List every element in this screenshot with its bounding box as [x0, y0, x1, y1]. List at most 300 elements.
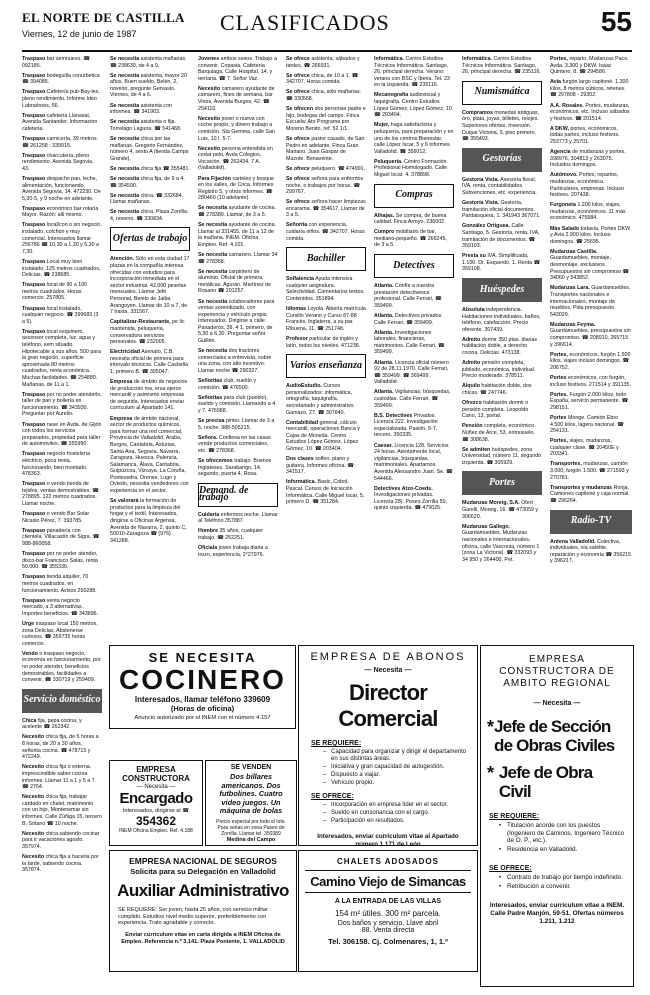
classified-ad-text: haga satisfactoria y peluquería, para preparación y en uno de los centros Bienestar, calle López Iscar, 5 y 6 informes. Valladolid. ☎ 356012.: [374, 122, 454, 155]
page-number: 55: [600, 6, 632, 37]
classified-ad: [286, 89, 366, 102]
classified-ad-lead: Se necesita: [110, 209, 140, 216]
bullet-icon: •: [499, 822, 502, 829]
classified-ad-text: despacho pan, leche, alimentación, funcionando. Avenida Segovia, 14. 472230. De 5,30-5, y 9 noche en adelante.: [22, 175, 101, 202]
classified-ad-text: habitación dormir o pensión completa. Leopoldo Cano, 13, portal.: [462, 400, 529, 420]
ad-encargado-company: EMPRESA CONSTRUCTORA: [122, 765, 190, 783]
classified-ad-lead: Mudanzas Feyma.: [550, 321, 596, 328]
classified-ad-text: dos personas padre e hijo, bodegas del campo. Finca Escuela: Ato Programa por Moreno Benito, ref. 52 1/1.: [286, 106, 366, 132]
classified-ad: [550, 392, 632, 412]
ad-list-item: [323, 764, 469, 771]
ad-director-footer: Interesados, enviar currículum vitae al Apartado número 1.171 de León: [317, 833, 459, 848]
classified-ad-text: general, cálculo mercantil, operaciones Banca y Cajas de Moneda. Centro Estudios López Gómez, López Gómez, 10. ☎ 203404.: [286, 419, 360, 453]
bullet-icon: –: [323, 802, 327, 808]
classified-ad: [286, 456, 366, 476]
classified-ad: [198, 512, 278, 525]
classified-ad: [550, 438, 632, 458]
classified-ad-lead: Transportes,: [550, 461, 582, 468]
classified-ad-text: todavía. Portes DKW y Avia 2.900 kilos. Incluso domingos. ☎ 25695.: [550, 225, 631, 245]
classified-ad: [286, 222, 366, 242]
classified-ad-lead: Atlanta.: [374, 359, 394, 366]
classified-ad: [22, 73, 102, 86]
classified-ad-lead: Alhajas.: [374, 212, 395, 219]
classified-ad-lead: Urge: [22, 620, 35, 627]
ad-director-company: EMPRESA DE ABONOS: [310, 651, 466, 663]
classified-ad: [198, 418, 278, 431]
classified-ad: [22, 621, 102, 647]
column-4: [286, 56, 366, 639]
column-2: [110, 56, 190, 639]
section-heading: Ofertas de trabajo: [110, 227, 190, 251]
classified-ad-lead: Traspaso: [22, 222, 46, 229]
bullet-icon: –: [323, 764, 327, 770]
bullet-icon: –: [323, 780, 327, 786]
classified-ad-lead: Idiomas: [286, 306, 307, 313]
classified-ad-text: de ámbito nacional, sector de productos químicos, para formar una red comercial, Provincia de Valladolid, Araba, Burgos, Cantabria, Asturias, Santa Ana, Segovia, Navarra, Zaragoza, Huesca, Palencia, Salamanca, Álava, Cantabria, Guipúzcoa, Vizcaya, La Coruña, Pontevedra, Orense, Lugo y Oviedo, necesita vendedores con experiencia en el sector.: [110, 415, 189, 495]
bullet-icon: –: [323, 772, 327, 778]
classified-ad-lead: Necesito: [22, 794, 45, 801]
classified-ad: [198, 205, 278, 218]
classified-ad: [374, 313, 454, 326]
classified-ad: [286, 166, 366, 173]
classified-ad: [462, 524, 542, 564]
classified-ad-lead: Solfalencia: [286, 276, 314, 283]
classified-ad-lead: Compramos: [462, 109, 493, 116]
ad-seguros-requirements: SE REQUIERE: Ser joven, hasta 25 años, con servicio militar cumplido. Estudios nivel medio superior, preferiblemente con experiencia. Trato agradable y correcto.: [118, 907, 268, 927]
ad-seguros-headline: Auxiliar Administrativo: [117, 881, 289, 900]
classified-ad-text: ambos sexos. Trabajo a convenir. Copasia, Cafetería Barquiaga, Calle Hospital, 14, y terriana. ☎ 7. Señor Vaz.: [198, 56, 277, 82]
ad-obras-needs: — Necesita —: [533, 700, 581, 707]
classified-ad-text: chica fija, de 5 horas a 8 horas, de 20 a 30 años, señorita cocina. ☎ 478715 y 472249.: [22, 734, 99, 761]
ad-list-item-text: Residencia en Valladolid.: [507, 845, 578, 853]
classified-ad-lead: Vendo: [22, 650, 38, 657]
classified-ad-text: bar semnuevo. ☎ 092185.: [22, 56, 90, 69]
ad-list-item-text: Sueldo en consonancia con el cargo.: [331, 810, 430, 816]
classified-ad-text: Monge. Camión Ebro 4.500 kilos, lagera nacional. ☎ 254131.: [550, 414, 624, 435]
classified-ad-lead: Detectives Atzo-Coeds.: [374, 485, 433, 492]
classified-ad: [462, 200, 542, 220]
classified-ad-text: pastor casado, de San Pedro en adelante, Finca Gran Mariano. Juan Gaspar de Mazote. Benavente.: [286, 135, 365, 162]
classified-ad-text: completa, económico. Núñez de Arce, 53, entresuelo. ☎ 308638.: [462, 423, 536, 443]
ad-director-offer-label: SE OFRECE:: [311, 793, 354, 800]
classified-ad-lead: Atlanta.: [374, 329, 394, 336]
classified-ad-text: pintor. Llamar de 3 a 5, noche. 988-505215.: [198, 418, 275, 431]
ad-list-item-text: Iniciativa y gran capacidad de autogestión.: [331, 764, 445, 770]
ad-obras-civiles: [480, 645, 634, 987]
classified-ad-text: económicos, furgón 1.500 kilos, viajes incluso domingos. ☎ 206752.: [550, 351, 631, 371]
classified-ad-text: club, sueldo y comisión. ☎ 476500.: [198, 378, 257, 391]
bullet-icon: •: [499, 845, 502, 853]
classified-ad-lead: Se precisa: [198, 418, 225, 424]
section-title: CLASIFICADOS: [220, 10, 390, 35]
classified-ad-lead: Antena Valladolid.: [550, 538, 596, 545]
ad-chalets-kicker: CHALETS ADOSADOS: [337, 857, 439, 866]
classified-ad-text: Local muy bien instalado, 125 metros cuadrados, Delicias. ☎ 238685.: [22, 258, 101, 279]
classified-ad-text: dos tractores comerciales a entrevista, sobre una zona, con alto incentivo. Llamar noche ☎ 290327.: [198, 348, 272, 374]
classified-ad: [550, 202, 632, 222]
classified-ad-lead: Se ofrece: [286, 165, 310, 172]
classified-ad: [22, 854, 102, 874]
classified-ad-lead: AudioEstudio.: [286, 383, 322, 390]
classified-ad-text: chica, de 10 a 1. ☎ 342707. Horas comida.: [286, 72, 359, 86]
classified-ad-text: Asenato, C.B. necesita oficial de primera para intervalo técnicos. Calle Casbella 1, primero B. ☎ 305047.: [110, 349, 189, 375]
classified-ad-lead: Mudanzas Gallego.: [462, 523, 510, 530]
classified-ad-text: local esquinero, ascensor completa, luz, agua y teléfono, sem situado. Hipotecable a sus años. 500 para la gran negocio, superficie aproximada 80 metros cuadrados, renta económica. Muchas facilidades. ☎ 254880. Mañanas, de 11 a 1.: [22, 328, 101, 388]
ad-chalets-line6: Tel. 306158. Cj. Colmenares, 1, 1.º: [328, 937, 448, 946]
classified-ad-text: Asesoría fiscal, IVA, renta, contabilidades. Subvenciones, etc. experiencia.: [462, 176, 537, 196]
classified-ad: [550, 322, 632, 348]
classified-ad: [22, 136, 102, 149]
ad-obras-offer-label: SE OFRECE:: [489, 865, 532, 872]
section-heading: Varios enseñanza: [286, 354, 366, 378]
classified-ad-text: señora hacer limpiezas encarama. ☎ 354617. Llamar de 3 a 5.: [286, 199, 366, 219]
ad-director-needs: — Necesita —: [364, 667, 412, 674]
classified-ad-text: ayudante de cocina. ☎ 278389. Llamar, de 3 a 5.: [198, 205, 277, 218]
classified-ad: [374, 283, 454, 309]
classified-ad-text: bodeguilla conurbetica ☎ 394085.: [22, 72, 100, 86]
classified-ad-text: carpintero de aluminio. Oficial de primera, metálicas. Agurán. Martínez de Rosario ☎ 201257.: [198, 268, 272, 295]
classified-ad-lead: Peluquería.: [374, 158, 403, 165]
classified-ad: [110, 136, 190, 162]
classified-ad: [286, 306, 366, 332]
classified-ad-lead: Agencia: [550, 149, 571, 156]
classified-ad-text: panadería con clientela. Villacastín de Sigra. ☎ 988-860058.: [22, 527, 100, 547]
classified-ad-lead: Se valorará: [110, 498, 139, 505]
section-heading: Demand. de trabajo: [198, 483, 278, 507]
classified-ad-lead: Informática.: [374, 56, 405, 62]
ad-cocinero: [109, 645, 296, 729]
classified-ad-text: o vendo tienda de tejidos, ventas demostrables. ☎ 278895. 122 metros cuadrados. Llamar noche.: [22, 481, 99, 508]
ad-list-item: [499, 822, 627, 845]
classified-ad-lead: Necesito: [22, 734, 45, 741]
classified-ad-lead: Compro: [374, 229, 395, 236]
classified-ad-text: Ayuda intensiva cualquier asignatura. Selectividad. Comentarios textos. Contenidos. 351894.: [286, 276, 365, 303]
classified-ad-text: Investigaciones laborales, financieras, matrimonios. Calle Ferrari, ☎ 359499.: [374, 329, 445, 356]
ad-director-offers: [299, 802, 477, 825]
classified-ad-text: local/con o sin negocio, instalado, colchón y muy comercial. Interesados llamar 256786 ☎ 10,30 a 1,30 y 5,30 a 7,30.: [22, 222, 102, 255]
classified-ad: [22, 734, 102, 760]
classified-ad-lead: Traspaso: [22, 72, 46, 79]
ad-seguros-footer: Enviar currículum vitae en carta dirigida a INEM Oficina de Empleo. Referencia n.º 3.141. Plaza Poniente, 1. VALLADOLID: [121, 931, 285, 945]
asterisk-icon: *: [487, 717, 495, 737]
classified-ad-text: camarero ayudante de camarero, fines de semana, bar Vinos, Avenida Burgos, 42. ☎ 254110.: [198, 85, 275, 112]
classified-ad: [286, 73, 366, 86]
classified-ad: [22, 206, 102, 219]
ad-chalets-headline: Camino Viejo de Simancas: [305, 870, 471, 893]
ad-obras-headline-1: * Jefe de Sección de Obras Civiles: [487, 717, 615, 755]
classified-ad: [22, 222, 102, 255]
classified-ad-lead: Gestoría Vista.: [462, 176, 499, 183]
ad-list-item-text: Capacidad para organizar y dirigir el departamento en sus distintas áreas.: [331, 749, 467, 762]
bullet-icon: •: [499, 882, 502, 890]
classified-ad-lead: Señoritas: [198, 378, 223, 385]
classified-ad-text: negocio hostelería eléctrico, poca renta, funcionando, bien montado. 478363.: [22, 451, 91, 478]
ad-cocinero-headline: COCINERO: [119, 664, 286, 695]
ad-billares-line2: Precio especial por todo el lote.: [216, 818, 286, 825]
classified-ad-text: de mudanzas y portes. 398976, 304813 y 263075. Incluidos domingos.: [550, 149, 626, 169]
classified-ad-text: 1.200 kilos, viajes, mudanzas, económicos. 11 más económico. 475984.: [550, 202, 626, 222]
classified-ad-text: fija, pepa cocina, y acelente ☎ 262342.: [22, 717, 82, 731]
page-header: [22, 8, 632, 52]
classified-ad: [550, 56, 632, 76]
classified-ad: [550, 539, 632, 565]
classified-ad: [198, 528, 278, 541]
classified-ad-lead: Traspaso: [22, 258, 46, 265]
ad-list-item: [323, 772, 469, 779]
classified-ad-lead: Oficiala: [198, 545, 218, 552]
section-heading: Gestorías: [462, 148, 542, 172]
classified-ad-text: dormir 350 ptas. diarias habitación doble, a derecho cocina. Delicias. 473138.: [462, 336, 538, 357]
classified-ad-lead: Se necesita: [198, 348, 228, 355]
column-7: [550, 56, 632, 639]
classified-ad-lead: Se ofrece: [286, 135, 310, 142]
asterisk-icon: *: [487, 763, 495, 783]
classified-ad-text: enfermos noche. Llamar al Teléfono 357887.: [198, 511, 278, 525]
classified-ad-lead: Chica: [22, 717, 37, 724]
classified-ad-lead: Se admiten: [462, 446, 491, 453]
ad-list-item: [323, 818, 469, 825]
classified-ad-text: independencia. Habitaciones individuales, baños, teléfono, calefacción. Precio oferente. 307439.: [462, 306, 541, 333]
classified-ad-text: carteles y bosque en los valles, de Coca. Informes Registro 5, y otros informes. ☎ 280460 (10 adelante).: [198, 175, 274, 202]
bullet-icon: –: [323, 810, 327, 816]
classified-ad-lead: Se ofrece: [286, 199, 310, 206]
ad-obras-req-label: SE REQUIERE:: [489, 813, 540, 820]
classified-ad-lead: Traspaso: [22, 152, 46, 159]
classified-ad-text: Ronja, Camiones capitoné y caja normal. ☎ 296264.: [550, 484, 630, 504]
classified-ad: [374, 413, 454, 439]
classified-ad-text: Confíe a nuestra prestación detectivesca profesional. Calle Ferrari, ☎ 359499.: [374, 283, 442, 309]
classified-ad-text: asistenta mañanas. ☎ 238630, de 4 a 9.: [110, 56, 187, 69]
classified-ad: [110, 166, 190, 173]
classified-ad-lead: Alquilo: [462, 383, 480, 390]
classified-ad-lead: Se necesita: [110, 102, 140, 109]
classified-ad-text: asistenta, sábados y tardes. ☎ 266931.: [286, 56, 360, 69]
classified-ad: [22, 511, 102, 524]
classified-ad: [462, 400, 542, 420]
classified-ad-lead: Atlanta.: [374, 283, 394, 290]
classified-ad: [110, 256, 190, 315]
classified-ad: [198, 222, 278, 248]
classified-ad: [550, 126, 632, 146]
ad-list-item-text: Contrato de trabajo por tiempo indefinido.: [507, 874, 623, 881]
classified-ad: [462, 423, 542, 443]
classified-ad-lead: Profesor: [286, 336, 308, 342]
bullet-icon: •: [499, 874, 502, 881]
classified-ad-lead: Admito: [462, 360, 481, 367]
classified-ad-lead: Se necesita: [110, 119, 140, 126]
classified-ad-text: chica. Plaza Zorrilla, 4, noveno. ☎ 330834.: [110, 209, 189, 222]
classified-ad: [462, 307, 542, 333]
classified-ad-lead: Portes.: [550, 391, 568, 398]
classified-ad-lead: Portes: [550, 414, 567, 421]
ad-director-requirements: [299, 749, 477, 787]
classified-ad: [22, 528, 102, 548]
classified-ad-text: Centro Estudios Técnicos Informática. Santiago, 26, principal derecha. ☎ 235116.: [462, 56, 541, 76]
classified-ad: [22, 392, 102, 418]
classified-ad-text: peluquero. ☎ 474991.: [309, 165, 366, 172]
classified-ad-text: traspaso local 150 metros, zona Delicias. Abstenerse curiosos. ☎ 359735 horas comercio.: [22, 620, 98, 647]
classified-ad-lead: Caesar.: [374, 442, 393, 449]
classified-ad-lead: Gestoría Vista.: [462, 200, 499, 207]
classified-ad: [286, 420, 366, 453]
classified-ad: [198, 269, 278, 295]
classified-ad-lead: Señoritas: [198, 394, 223, 401]
classified-ad-lead: Traspaso: [22, 511, 46, 518]
classified-ad: [374, 443, 454, 483]
classified-ad-lead: Señorita: [286, 222, 308, 229]
classified-ad-lead: Se necesita: [198, 251, 228, 258]
classified-ad-lead: González Ortiguea.: [462, 223, 510, 230]
classified-ad: [286, 176, 366, 196]
classified-ad-text: pensión completa, jubilado, económica, individual. Precio moderado. 378511.: [462, 360, 536, 380]
ad-encargado: [109, 760, 203, 846]
classified-ad-lead: Mecanografía: [374, 92, 409, 99]
classified-ad: [550, 79, 632, 99]
ad-director-comercial: [298, 645, 478, 846]
classified-ad-text: viajes, mudanzas, cualquier clase. ☎ 20450E y 203341.: [550, 438, 619, 458]
classified-ad-text: Ofert Garelli, Moreig, 16. ☎ 473059 y 306620.: [462, 500, 539, 520]
classified-ad-text: Centro Estudios Técnicos Informática. Santiago, 26, principal derecha. Verano: verano con BSC y Iberia. Tel. 23 en la izquierda. ☎ 235116.: [374, 56, 450, 89]
classified-ad-text: Detectives privados. Calle Ferrari. ☎ 359499.: [374, 312, 443, 326]
ad-encargado-needs: — Necesita —: [136, 784, 176, 790]
classified-ad-text: tienda alquiler, 70 metros cuadrados, en funcionamiento. Avisos 250288.: [22, 574, 97, 594]
classified-ad: [550, 285, 632, 318]
classified-ad-text: 35 años, cualquier trabajo. ☎ 252251.: [198, 528, 263, 542]
ad-chalets-line4: Dos baños y servicio. Llave abril: [337, 920, 439, 927]
classified-ad: [286, 336, 366, 349]
classified-ad-text: Portes, repartos, mudanzas, económica. Particulares, empresas. Incluso festivos. 207438.: [550, 172, 624, 199]
classified-ad-text: colaboradores para ventas sorendizado, con experiencia y vehículo propio. Interesados. Dirigirse a calle Panaderos, 39, 4 1, primero, de 5,30 a 6,30. Preguntar señor Guillén.: [198, 298, 275, 345]
classified-ad-lead: Señora.: [198, 434, 218, 441]
classified-ad-lead: Se ofrecemos: [198, 457, 233, 464]
classified-ad-text: monedas antiguas, oro, plata, joyas, billetes, relojes. Superiores ofertas. Inversión. Duque Victoria, 3, piso primero. ☎ 355493.: [462, 109, 540, 143]
classified-ad: [22, 113, 102, 133]
classified-ad-text: Licencia oficial número 92 de 28.11.1970. Calle Ferrari, ☎ 359499. ☎ 369499. Valladolid.: [374, 359, 449, 386]
classified-ad-text: Investigaciones privadas. Licencia 28). Poseo Zorrilla 50, quinto izquierda. ☎ 479025.: [374, 492, 448, 512]
classified-ad-text: furgón largo capitonè. 1.300 kilos, 8 metros cúbicos, retenes. ☎ 297808 - 29302.: [550, 79, 629, 99]
bullet-icon: –: [323, 818, 327, 824]
classified-ad: [374, 389, 454, 409]
classified-ad-lead: Hombre: [198, 528, 219, 535]
ad-obras-requirements: [481, 822, 633, 853]
classified-ad-lead: Mudanzas Moreig, S.A.: [462, 500, 520, 507]
classified-ad-text: camarero. Llamar 34 ☎ 278368.: [198, 251, 278, 265]
ad-list-item: [499, 874, 627, 882]
classified-ad-lead: Se necesita: [110, 175, 140, 182]
classified-ad: [550, 149, 632, 169]
classified-ad: [198, 86, 278, 112]
classified-ad-lead: Mudanzas Castilla.: [550, 248, 598, 255]
classified-ad: [462, 360, 542, 380]
ad-list-item-text: Dispuesto a viajar.: [331, 772, 381, 778]
classified-ad: [198, 252, 278, 265]
classified-ad-text: Licencia 128. Servicios 24 horas. Atentamente local, vigilancias, búsquedas, matrimoniales. Apartamos. Avenida Alessandro Juan. Se. ☎ 544466.: [374, 442, 453, 482]
classified-ad-text: chica sabiendo cocinar para ir vacaciones agosto. 357974.: [22, 830, 100, 850]
classified-ad-lead: Portes,: [550, 351, 568, 358]
classified-ad-text: solfeo, piano y guitarra. Informes oficina. ☎ 341517.: [286, 456, 354, 476]
classified-ad: [462, 253, 542, 273]
classified-ad-lead: Portes,: [550, 438, 568, 445]
classified-ad-lead: Se necesita: [110, 72, 140, 79]
classified-ad: [462, 110, 542, 143]
classified-ad-lead: Se necesita: [110, 192, 140, 199]
classified-ad-lead: Se necesita: [110, 165, 140, 172]
classified-ad-text: Guardamuebles, presupuestos sin compromiso. ☎ 208910, 265715 y 396614.: [550, 328, 631, 348]
classified-ad-lead: Jovenes: [198, 56, 220, 62]
classified-ad: [374, 360, 454, 386]
classified-ad-lead: Traspaso: [22, 175, 46, 182]
ad-director-headline: Director Comercial: [338, 680, 438, 731]
section-heading: Detectives: [374, 254, 454, 278]
classified-ad-text: chica fija a hacerla por la tarde, sabiendo cocina. 357874.: [22, 853, 99, 874]
classified-ad-lead: Furgoneta: [550, 202, 576, 209]
classified-ad: [198, 56, 278, 82]
section-heading: Portes: [462, 471, 542, 495]
classified-ad-text: habitación doble, dos chicas. ☎ 247746.: [462, 383, 532, 396]
classified-ad-lead: Se necesita: [110, 56, 140, 62]
ad-seguros: [109, 850, 297, 972]
classified-ad-lead: Necesito: [22, 764, 45, 771]
classified-ad-lead: Traspaso: [22, 135, 46, 142]
column-3: [198, 56, 278, 639]
classified-ad-text: Cursos personalizados: informática, ortografía, taquigrafía, secretariado y administrativo. Gamazo, 27. ☎ 307840.: [286, 383, 355, 416]
classified-ad-text: chica fija o externa, imprescindible saber cocina informes. Llamar 11 a 1 y 5 a 7. ☎ 2764.: [22, 764, 97, 791]
classified-ad-text: Vigilancias, búsquedas, custodias. Calle Ferrari, ☎ 359499.: [374, 389, 451, 409]
classified-ad: [462, 500, 542, 520]
classified-ad-lead: Necesito: [198, 145, 221, 152]
classified-ad-lead: Informática.: [286, 479, 317, 486]
classified-ad: [22, 574, 102, 594]
section-heading: Radio-TV: [550, 510, 632, 534]
classified-ad: [110, 416, 190, 495]
ad-encargado-line3: Interesados, dirigirse al ☎: [122, 808, 190, 814]
classified-ad-text: Confiesa en las casas vende productos comerciales, etc. ☎ 278368.: [198, 434, 271, 454]
classified-ad-lead: Traspaso: [22, 527, 46, 534]
classified-ad-text: Privados. Licencia 222. Investigación especializada. Pasión, 5-7, tercero. 350335.: [374, 412, 438, 439]
classified-ad-text: Colectiva, individuales, vía satélite, reparación y economía ☎ 356215 y 396217.: [550, 538, 632, 565]
classified-ad-lead: Necesito: [198, 115, 221, 122]
classified-ad: [22, 831, 102, 851]
ad-encargado-phone: 354362: [135, 814, 177, 828]
ad-billares-kicker: SE VENDEN: [230, 764, 272, 771]
classified-ad-text: económicos, con furgón, incluso festivos. 271514 y 391135.: [550, 374, 631, 388]
classified-ad-lead: Ofrezco: [462, 400, 482, 407]
classified-ad-text: Basic, Cobol, Pascal. Cursos de Iniciación Informática. Calle Miguel Iscar, 5, primero D. ☎ 351284.: [286, 479, 365, 506]
classified-ad-text: Guardamuebles, montaje, desmontaje, exclusivos. Presupuestos sin compromiso ☎ 34060 y 543852.: [550, 255, 630, 282]
classified-ad-lead: Se necesita: [198, 205, 228, 212]
classified-ad-lead: Traspaso: [22, 421, 46, 428]
classified-ad-lead: Traspaso: [22, 551, 46, 558]
ad-obras-headline-2: * Jefe de Obra Civil: [487, 763, 593, 801]
classified-ad: [22, 329, 102, 388]
classified-ad: [462, 56, 542, 76]
newspaper-name: EL NORTE DE CASTILLA: [22, 10, 185, 25]
classified-ad: [110, 498, 190, 544]
ad-billares: [205, 760, 297, 846]
classified-ad: [22, 481, 102, 507]
classified-ad-lead: Autómovo.: [550, 172, 578, 179]
classified-ad-lead: Traspaso: [22, 205, 46, 212]
classified-ad-text: Cafetería pub-Bay-les, pleno rendimiento. Informe Ideo Labradores, 56.: [22, 89, 100, 109]
classified-ad-lead: Transportes y mudanzas: [550, 484, 613, 491]
classified-ad: [110, 56, 190, 69]
classified-ad: [22, 153, 102, 173]
classified-ad-lead: Atención.: [110, 256, 135, 263]
classified-ad-text: Portes, mudanzas, económicos, etc. Incluso sábados y festivos. ☎ 201514.: [550, 102, 630, 122]
classified-ad-text: mudanzas, camión 3.000, furgón 1.500. ☎ 271593 y 270781.: [550, 461, 629, 481]
classified-ad: [22, 259, 102, 279]
classified-ad-text: charcutería, pleno rendimiento, Avenida Segovia, 43.: [22, 152, 94, 172]
